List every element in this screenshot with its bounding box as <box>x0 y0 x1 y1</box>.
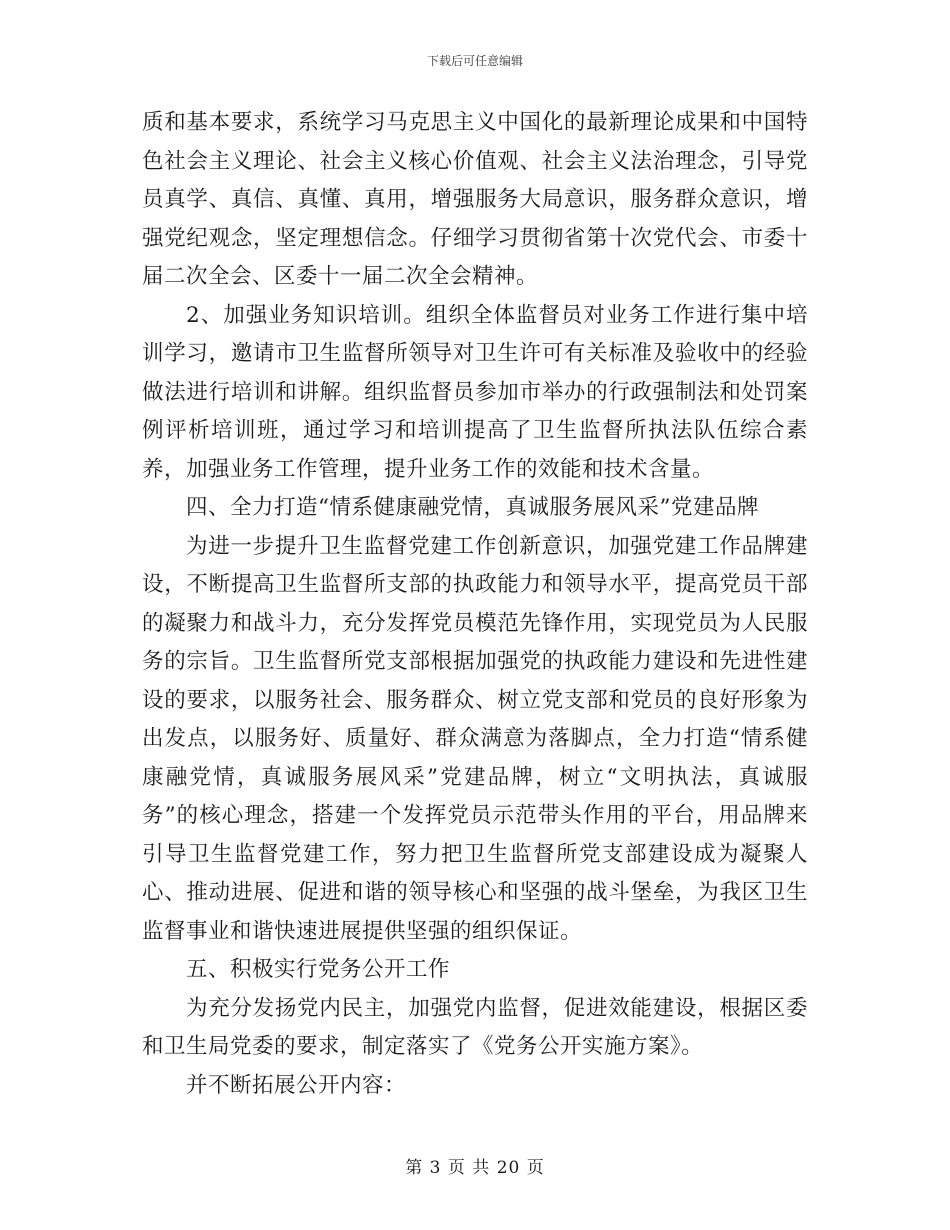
paragraph-expand-content: 并不断拓展公开内容： <box>186 1072 407 1098</box>
document-body <box>142 104 808 1105</box>
section-heading-party-brand: 四、全力打造“情系健康融党情，真诚服务展风采”党建品牌 <box>186 495 759 520</box>
paragraph-party-affairs: 为充分发扬党内民主，加强党内监督，促进效能建设，根据区委和卫生局党委的要求，制定落实了《党务公开实施方案》。 <box>142 995 808 1059</box>
page-header: 下载后可任意编辑 <box>426 54 523 68</box>
paragraph-continued-study: 质和基本要求，系统学习马克思主义中国化的最新理论成果和中国特色社会主义理论、社会主义核心价值观、社会主义法治理念，引导党员真学、真信、真懂、真用，增强服务大局意识，服务群众意识，增强党纪观念，坚定理想信念。仔细学习贯彻省第十次党代会、市委十届二次全会、区委十一届二次全会精神。 <box>142 110 808 289</box>
section-heading-party-affairs: 五、积极实行党务公开工作 <box>186 957 451 982</box>
page-number: 第 3 页 共 20 页 <box>405 1158 545 1178</box>
paragraph-party-brand: 为进一步提升卫生监督党建工作创新意识，加强党建工作品牌建设，不断提高卫生监督所支部的执政能力和领导水平，提高党员干部的凝聚力和战斗力，充分发挥党员模范先锋作用，实现党员为人民服务的宗旨。卫生监督所党支部根据加强党的执政能力建设和先进性建设的要求，以服务社会、服务群众、树立党支部和党员的良好形象为出发点，以服务好、质量好、群众满意为落脚点，全力打造“情系健康融党情，真诚服务展风采”党建品牌，树立“文明执法，真诚服务”的核心理念，搭建一个发挥党员示范带头作用的平台，用品牌来引导卫生监督党建工作，努力把卫生监督所党支部建设成为凝聚人心、推动进展、促进和谐的领导核心和坚强的战斗堡垒，为我区卫生监督事业和谐快速进展提供坚强的组织保证。 <box>142 533 808 944</box>
paragraph-business-training: 2、加强业务知识培训。组织全体监督员对业务工作进行集中培训学习，邀请市卫生监督所领导对卫生许可有关标准及验收中的经验做法进行培训和讲解。组织监督员参加市举办的行政强制法和处罚案例评析培训班，通过学习和培训提高了卫生监督所执法队伍综合素养，加强业务工作管理，提升业务工作的效能和技术含量。 <box>142 302 808 482</box>
